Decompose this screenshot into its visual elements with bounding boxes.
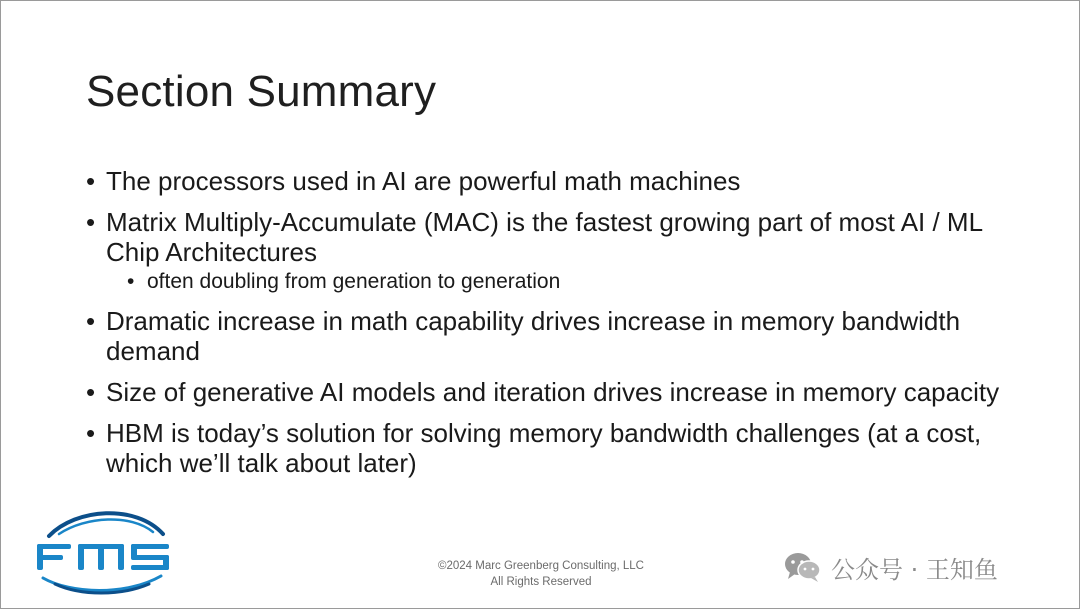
bullet-item xyxy=(86,306,1026,366)
bullet-text: Size of generative AI models and iteration drives increase in memory capacity xyxy=(106,377,1000,407)
bullet-item xyxy=(86,418,1026,478)
copyright-footer xyxy=(391,558,691,590)
bullet-item xyxy=(86,166,1026,196)
bullet-text: Dramatic increase in math capability drives increase in memory bandwidth demand xyxy=(106,306,961,366)
rights-line: All Rights Reserved xyxy=(490,576,592,588)
logo-letter-s xyxy=(131,544,169,570)
bullet-dot: • xyxy=(86,306,96,336)
logo-letter-f xyxy=(37,544,71,570)
watermark-text: 公众号 · 王知鱼 xyxy=(831,555,998,584)
bullet-item xyxy=(86,207,1026,295)
bullet-text: HBM is today’s solution for solving memory bandwidth challenges (at a cost, which we’ll talk about later) xyxy=(106,418,982,478)
fms-logo xyxy=(31,506,181,596)
wechat-icon xyxy=(783,550,823,584)
slide-title: Section Summary xyxy=(86,67,437,116)
logo-swoosh-bottom xyxy=(43,576,161,591)
bullet-item xyxy=(86,377,1026,407)
copyright-line: ©2024 Marc Greenberg Consulting, LLC xyxy=(437,560,644,572)
sub-bullet-dot: • xyxy=(127,270,135,293)
bullet-dot: • xyxy=(86,418,96,448)
logo-swoosh-top xyxy=(49,513,163,536)
bullet-dot: • xyxy=(86,377,96,407)
watermark xyxy=(783,549,998,585)
sub-bullet-text: often doubling from generation to generation xyxy=(147,270,561,293)
bullet-text: The processors used in AI are powerful math machines xyxy=(106,166,741,196)
logo-letter-m xyxy=(78,544,124,570)
bullet-dot: • xyxy=(86,207,96,237)
sub-bullet-item xyxy=(127,269,1026,295)
bullet-text: Matrix Multiply-Accumulate (MAC) is the fastest growing part of most AI / ML Chip Architectures xyxy=(106,207,983,267)
bullet-list xyxy=(86,166,1026,489)
bullet-dot: • xyxy=(86,166,96,196)
sub-bullet-list xyxy=(106,269,1026,295)
